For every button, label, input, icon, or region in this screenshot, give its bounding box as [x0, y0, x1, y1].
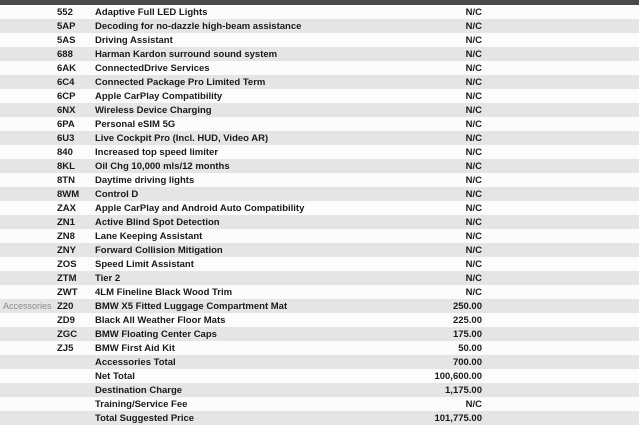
table-row [0, 215, 639, 229]
row-option-price: N/C [465, 104, 482, 116]
row-option-code: 6NX [57, 104, 76, 116]
table-row [0, 33, 639, 47]
row-option-price: 700.00 [452, 356, 482, 368]
row-option-price: N/C [465, 286, 482, 298]
table-row [0, 257, 639, 271]
row-option-code: 688 [57, 48, 73, 60]
table-row [0, 229, 639, 243]
table-row [0, 187, 639, 201]
row-option-price: N/C [465, 62, 482, 74]
row-option-description: Live Cockpit Pro (Incl. HUD, Video AR) [95, 132, 269, 144]
row-option-description: Accessories Total [95, 356, 176, 368]
row-option-code: 840 [57, 146, 73, 158]
table-row [0, 327, 639, 341]
row-option-code: ZAX [57, 202, 76, 214]
row-option-price: 225.00 [452, 314, 482, 326]
row-option-description: Total Suggested Price [95, 412, 195, 424]
table-row [0, 285, 639, 299]
row-option-code: 552 [57, 6, 73, 18]
row-option-code: 6CP [57, 90, 76, 102]
row-option-code: 8KL [57, 160, 75, 172]
row-option-code: ZOS [57, 258, 77, 270]
row-option-price: N/C [465, 90, 482, 102]
table-row [0, 117, 639, 131]
table-row [0, 61, 639, 75]
row-option-description: Oil Chg 10,000 mls/12 months [95, 160, 230, 172]
table-row [0, 145, 639, 159]
row-option-price: N/C [465, 118, 482, 130]
row-option-description: Wireless Device Charging [95, 104, 212, 116]
table-row [0, 159, 639, 173]
row-option-description: Decoding for no-dazzle high-beam assistance [95, 20, 302, 32]
row-option-price: N/C [465, 6, 482, 18]
row-option-description: Daytime driving lights [95, 174, 195, 186]
row-option-description: Tier 2 [95, 272, 121, 284]
row-option-code: 5AS [57, 34, 76, 46]
table-row [0, 89, 639, 103]
row-option-price: N/C [465, 202, 482, 214]
row-option-description: Training/Service Fee [95, 398, 188, 410]
row-option-description: Forward Collision Mitigation [95, 244, 223, 256]
row-option-code: ZN1 [57, 216, 75, 228]
row-option-price: 50.00 [458, 342, 482, 354]
row-option-description: Harman Kardon surround sound system [95, 48, 278, 60]
table-row [0, 201, 639, 215]
row-option-description: Personal eSIM 5G [95, 118, 176, 130]
row-option-description: Connected Package Pro Limited Term [95, 76, 266, 88]
row-option-description: Lane Keeping Assistant [95, 230, 203, 242]
row-option-price: N/C [465, 174, 482, 186]
table-row [0, 47, 639, 61]
table-row [0, 243, 639, 257]
row-option-code: Z20 [57, 300, 74, 312]
row-option-price: N/C [465, 272, 482, 284]
table-row [0, 173, 639, 187]
table-row [0, 131, 639, 145]
row-option-code: 6U3 [57, 132, 75, 144]
row-option-price: 175.00 [452, 328, 482, 340]
table-row [0, 299, 639, 313]
row-option-code: ZJ5 [57, 342, 74, 354]
row-option-description: Net Total [95, 370, 135, 382]
row-option-code: ZGC [57, 328, 78, 340]
row-option-description: Apple CarPlay and Android Auto Compatibility [95, 202, 305, 214]
row-option-description: Adaptive Full LED Lights [95, 6, 208, 18]
row-category-label: Accessories [3, 301, 52, 311]
table-row [0, 355, 639, 369]
row-option-price: N/C [465, 76, 482, 88]
row-option-code: 6AK [57, 62, 77, 74]
row-option-description: ConnectedDrive Services [95, 62, 210, 74]
table-row [0, 75, 639, 89]
row-option-price: 101,775.00 [434, 412, 482, 424]
row-option-description: Black All Weather Floor Mats [95, 314, 226, 326]
row-option-price: N/C [465, 48, 482, 60]
row-option-code: ZTM [57, 272, 77, 284]
row-option-price: 1,175.00 [445, 384, 482, 396]
table-row [0, 383, 639, 397]
table-row [0, 271, 639, 285]
row-option-price: N/C [465, 20, 482, 32]
row-option-description: Driving Assistant [95, 34, 173, 46]
table-row [0, 313, 639, 327]
row-option-description: Increased top speed limiter [95, 146, 219, 158]
row-option-price: N/C [465, 34, 482, 46]
row-option-price: N/C [465, 244, 482, 256]
row-option-price: 250.00 [452, 300, 482, 312]
table-row [0, 5, 639, 19]
row-option-description: Apple CarPlay Compatibility [95, 90, 223, 102]
row-option-description: Control D [95, 188, 139, 200]
row-option-description: BMW Floating Center Caps [95, 328, 217, 340]
row-option-description: Destination Charge [95, 384, 183, 396]
row-option-code: ZN8 [57, 230, 75, 242]
row-option-code: 6C4 [57, 76, 75, 88]
row-option-code: 6PA [57, 118, 75, 130]
row-option-description: 4LM Fineline Black Wood Trim [95, 286, 233, 298]
row-option-price: N/C [465, 230, 482, 242]
table-row [0, 19, 639, 33]
row-option-price: N/C [465, 216, 482, 228]
row-option-description: BMW X5 Fitted Luggage Compartment Mat [95, 300, 288, 312]
row-option-price: N/C [465, 146, 482, 158]
table-row [0, 103, 639, 117]
row-option-code: ZNY [57, 244, 76, 256]
row-option-description: BMW First Aid Kit [95, 342, 175, 354]
options-table-body [0, 5, 639, 425]
table-row [0, 411, 639, 425]
row-option-price: N/C [465, 160, 482, 172]
row-option-price: N/C [465, 188, 482, 200]
table-row [0, 341, 639, 355]
row-option-code: ZWT [57, 286, 78, 298]
row-option-price: N/C [465, 258, 482, 270]
row-option-code: 5AP [57, 20, 76, 32]
row-option-price: N/C [465, 398, 482, 410]
row-option-code: 8WM [57, 188, 80, 200]
row-option-code: 8TN [57, 174, 75, 186]
row-option-price: 100,600.00 [434, 370, 482, 382]
row-option-description: Speed Limit Assistant [95, 258, 194, 270]
row-option-description: Active Blind Spot Detection [95, 216, 220, 228]
row-option-price: N/C [465, 132, 482, 144]
table-row [0, 397, 639, 411]
table-row [0, 369, 639, 383]
row-option-code: ZD9 [57, 314, 75, 326]
